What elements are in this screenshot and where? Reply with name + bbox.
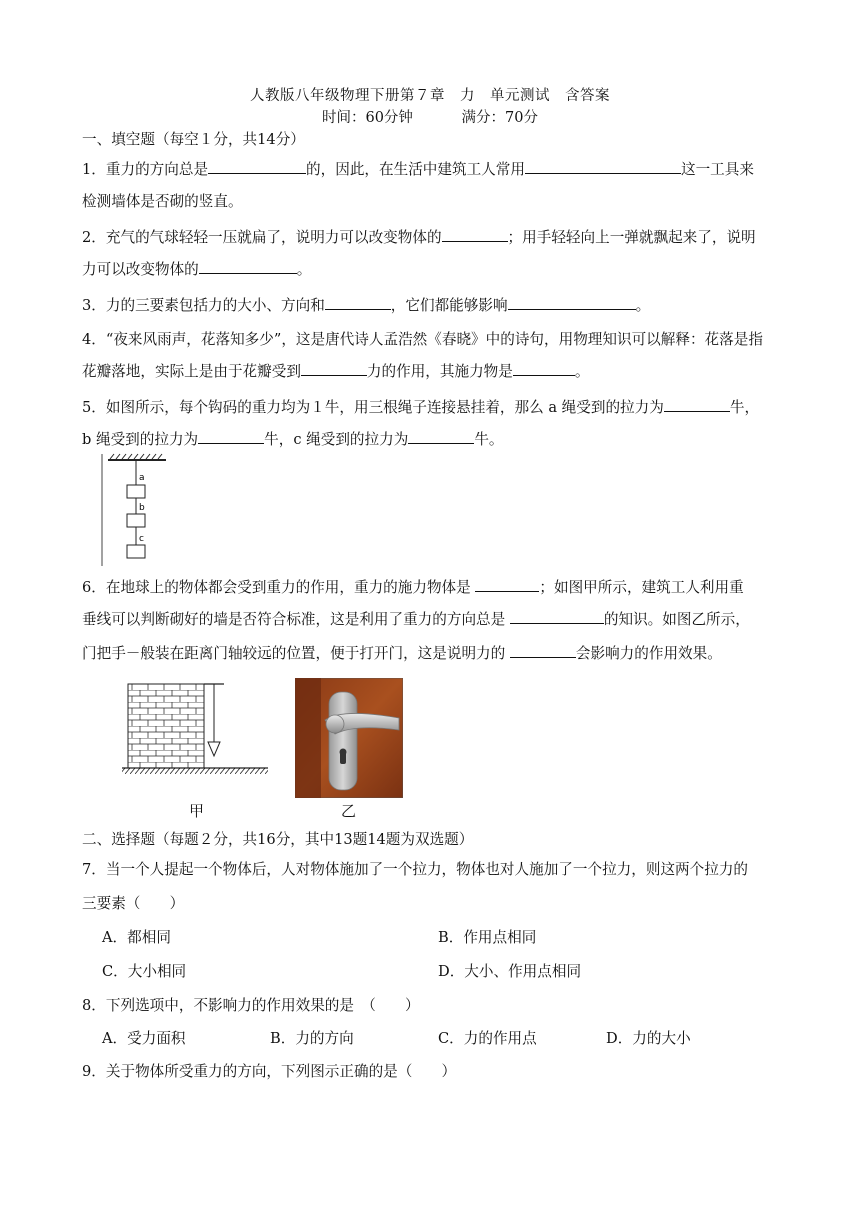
question-8-option-c[interactable]: C．力的作用点: [438, 1030, 537, 1047]
question-1-line-1: 1．重力的方向总是 的，因此，在生活中建筑工人常用 这一工具来: [82, 161, 754, 178]
answer-blank[interactable]: [510, 643, 576, 658]
page-title: 人教版八年级物理下册第７章 力 单元测试 含答案: [250, 88, 610, 104]
handle-rose: [326, 715, 344, 733]
question-2-line-2: 力可以改变物体的 。: [82, 261, 312, 278]
exam-meta: [0, 106, 860, 127]
question-5-line-1: 5．如图所示，每个钩码的重力均为１牛，用三根绳子连接悬挂着，那么 a 绳受到的拉力为 牛，: [82, 399, 760, 416]
answer-blank[interactable]: [325, 295, 391, 310]
question-7-option-c[interactable]: C．大小相同: [102, 963, 187, 980]
answer-blank[interactable]: [510, 609, 604, 624]
answer-blank[interactable]: [513, 361, 575, 376]
question-9: 9．关于物体所受重力的方向，下列图示正确的是（ ）: [82, 1063, 457, 1080]
question-6-line-3: 门把手－般装在距离门轴较远的位置，便于打开门，这是说明力的 会影响力的作用效果。: [82, 645, 722, 662]
door-handle-figure: [295, 678, 403, 798]
question-1-line-2: 检测墙体是否砌的竖直。: [82, 193, 243, 210]
full-score: 满分：70分: [461, 110, 538, 126]
question-8-option-d[interactable]: D．力的大小: [606, 1030, 691, 1047]
answer-blank[interactable]: [199, 259, 297, 274]
label-a: a: [139, 473, 145, 483]
question-6-line-1: 6．在地球上的物体都会受到重力的作用，重力的施力物体是 ；如图甲所示，建筑工人利用重: [82, 579, 744, 596]
handle-plate: [329, 692, 357, 790]
question-4-line-1: 4．“夜来风雨声，花落知多少”，这是唐代诗人孟浩然《春晓》中的诗句，用物理知识可以解释：花落是指: [82, 331, 763, 348]
question-8: 8．下列选项中，不影响力的作用效果的是 （ ）: [82, 997, 420, 1014]
question-7-option-d[interactable]: D．大小、作用点相同: [438, 963, 582, 980]
hanging-weights-figure: [98, 452, 178, 570]
question-4-line-2: 花瓣落地，实际上是由于花瓣受到 力的作用，其施力物是 。: [82, 363, 590, 380]
weight-1: [127, 485, 145, 498]
door-edge: [295, 678, 321, 798]
time-limit: 时间：60分钟: [321, 110, 413, 126]
question-7-line-2: 三要素（ ）: [82, 895, 185, 912]
plumb-bob: [208, 742, 220, 756]
answer-blank[interactable]: [525, 159, 681, 174]
answer-blank[interactable]: [208, 159, 306, 174]
brick-wall-plumb-figure: [120, 678, 270, 782]
question-7-option-a[interactable]: A．都相同: [102, 929, 171, 946]
section-heading: 一、填空题（每空１分，共14分）: [82, 131, 305, 148]
weight-2: [127, 514, 145, 527]
question-8-option-a[interactable]: A．受力面积: [102, 1030, 186, 1047]
answer-blank[interactable]: [198, 429, 264, 444]
question-6-line-2: 垂线可以判断砌好的墙是否符合标准，这是利用了重力的方向总是 的知识。如图乙所示，: [82, 611, 750, 628]
answer-blank[interactable]: [475, 577, 539, 592]
label-c: c: [139, 534, 144, 544]
question-5-line-2: b 绳受到的拉力为 牛，c 绳受到的拉力为 牛。: [82, 431, 504, 448]
answer-blank[interactable]: [408, 429, 474, 444]
answer-blank[interactable]: [508, 295, 636, 310]
question-8-option-b[interactable]: B．力的方向: [270, 1030, 354, 1047]
question-2-line-1: 2．充气的气球轻轻一压就扁了，说明力可以改变物体的 ；用手轻轻向上一弹就飘起来了，说明: [82, 229, 756, 246]
answer-blank[interactable]: [442, 227, 508, 242]
figure-label-jia: 甲: [189, 802, 205, 820]
ceiling-hatch: [110, 454, 162, 459]
figure-label-yi: 乙: [341, 802, 357, 820]
question-7-line-1: 7．当一个人提起一个物体后，人对物体施加了一个拉力，物体也对人施加了一个拉力，则这两个拉力的: [82, 861, 749, 878]
question-7-option-b[interactable]: B．作用点相同: [438, 929, 537, 946]
weight-3: [127, 545, 145, 558]
answer-blank[interactable]: [301, 361, 367, 376]
label-b: b: [139, 503, 145, 513]
brick-wall: [128, 684, 204, 768]
question-3: 3．力的三要素包括力的大小、方向和 ，它们都能够影响 。: [82, 297, 651, 314]
ground-hatch: [122, 768, 268, 774]
section-heading: 二、选择题（每题２分，共16分，其中13题14题为双选题）: [82, 831, 474, 848]
answer-blank[interactable]: [664, 397, 730, 412]
keyhole-top: [340, 749, 347, 756]
